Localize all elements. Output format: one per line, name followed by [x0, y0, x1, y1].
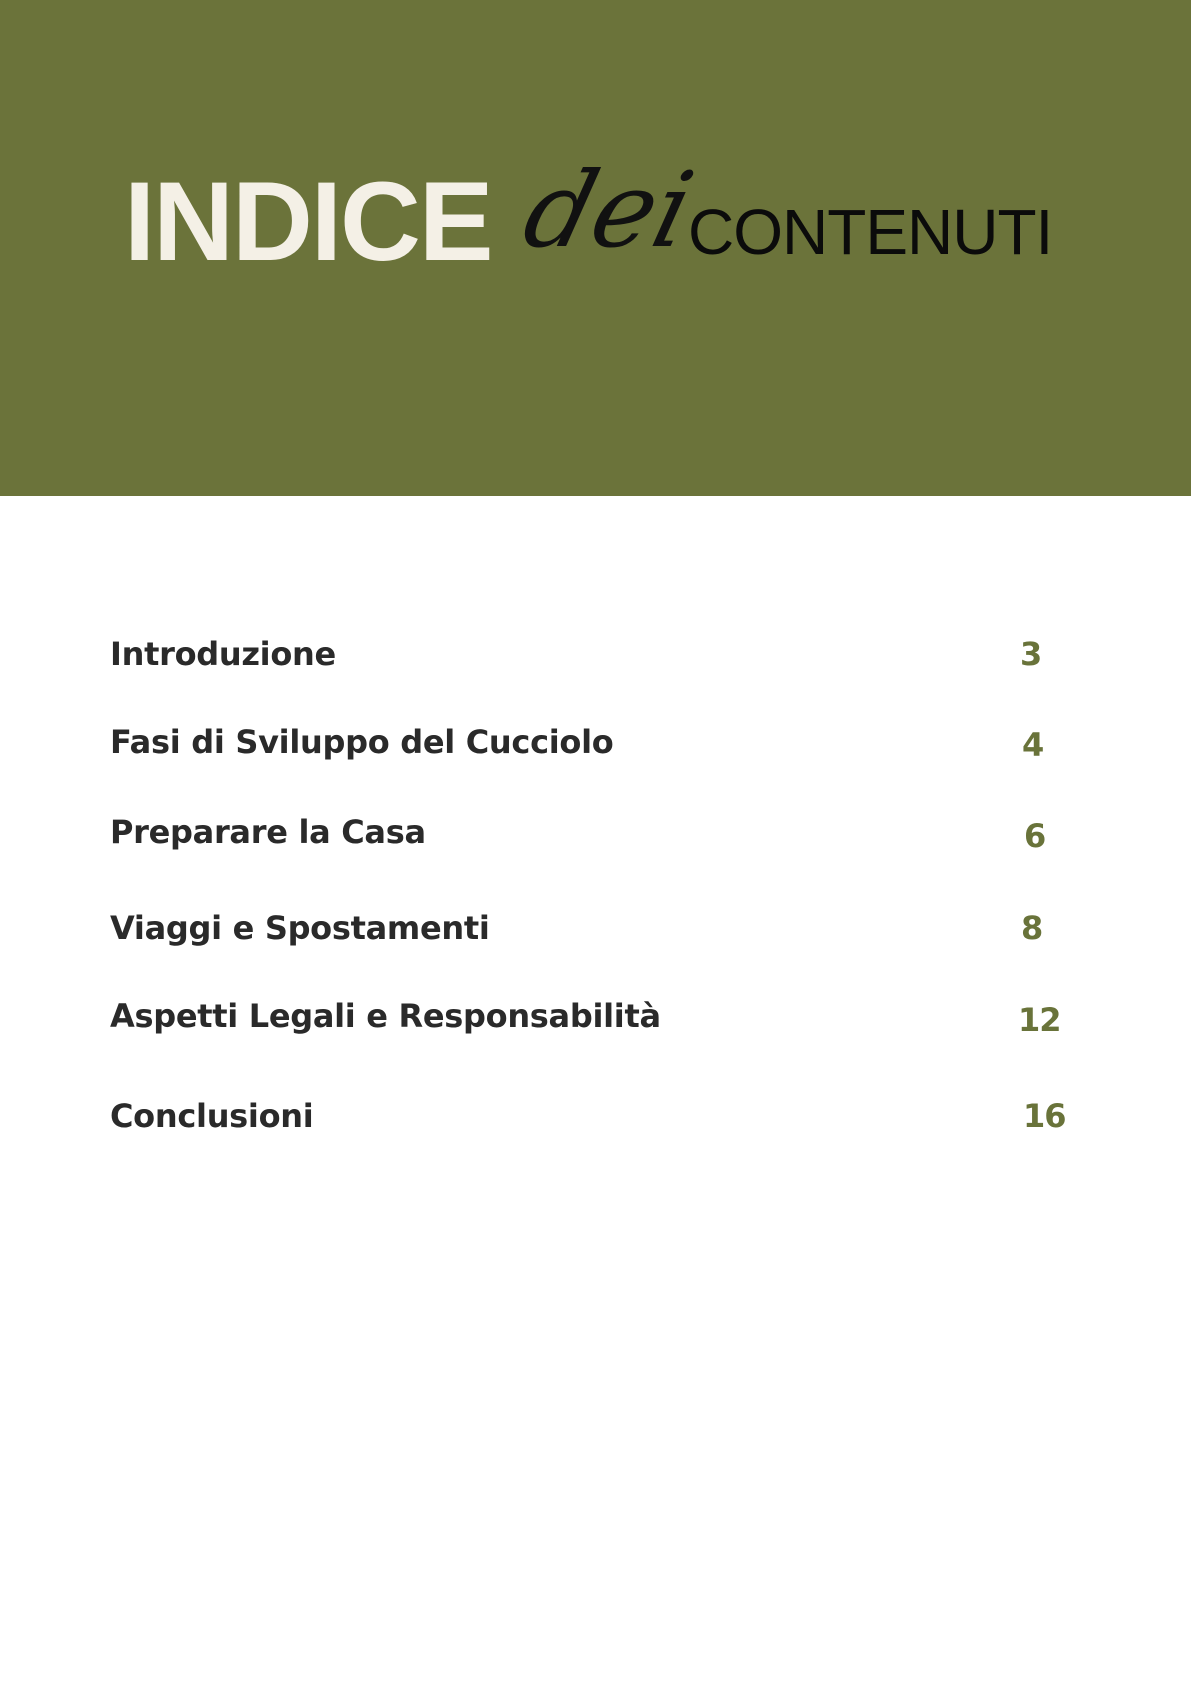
page-title-script: dei — [512, 149, 705, 271]
toc-entry-label[interactable]: Fasi di Sviluppo del Cucciolo — [110, 723, 614, 761]
toc-entry-page[interactable]: 8 — [1021, 909, 1043, 947]
toc-entry-label[interactable]: Introduzione — [110, 635, 336, 673]
toc-entry-page[interactable]: 4 — [1022, 726, 1044, 764]
toc-entry-page[interactable]: 12 — [1018, 1001, 1061, 1039]
toc-entry-label[interactable]: Viaggi e Spostamenti — [110, 909, 490, 947]
page-title: INDICE — [124, 159, 492, 284]
toc-entry-label[interactable]: Conclusioni — [110, 1097, 314, 1135]
toc-entry-page[interactable]: 3 — [1020, 635, 1042, 673]
toc-entry-label[interactable]: Aspetti Legali e Responsabilità — [110, 997, 661, 1035]
toc-entry-page[interactable]: 16 — [1023, 1097, 1066, 1135]
page-title-secondary: CONTENUTI — [688, 196, 1053, 268]
toc-entry-page[interactable]: 6 — [1024, 817, 1046, 855]
toc-entry-label[interactable]: Preparare la Casa — [110, 813, 426, 851]
